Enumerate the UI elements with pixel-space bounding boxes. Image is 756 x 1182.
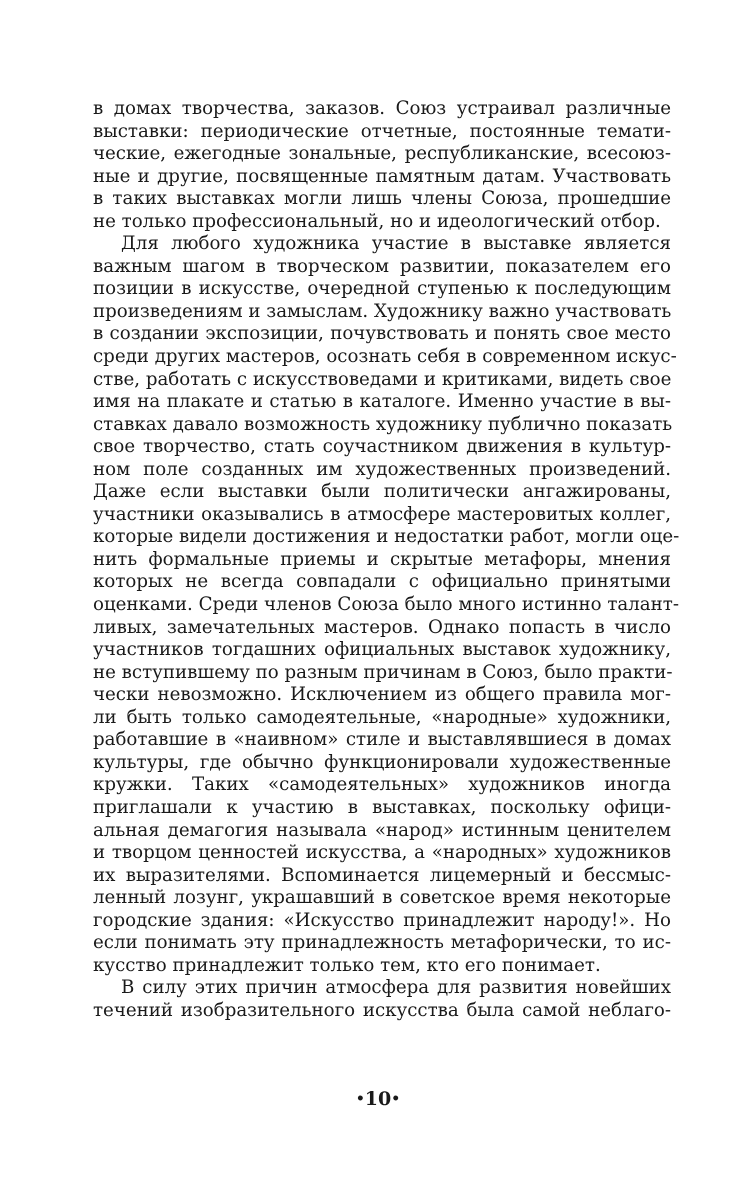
text-line: не вступившему по разным причинам в Союз, было практи-	[93, 661, 673, 683]
text-line: ленный лозунг, украшавший в советское время некоторые	[93, 887, 671, 909]
text-line: их выразителями. Вспоминается лицемерный и бессмыс-	[93, 864, 671, 886]
text-line: ливых, замечательных мастеров. Однако попасть в число	[93, 616, 671, 638]
paragraph	[93, 98, 671, 233]
text-line: нить формальные приемы и скрытые метафоры, мнения	[93, 548, 671, 570]
text-line: Даже если выставки были политически ангажированы,	[93, 481, 671, 503]
page-number-bullet-right: •	[391, 1091, 401, 1107]
text-line: важным шагом в творческом развитии, показателем его	[93, 255, 671, 277]
text-line: в создании экспозиции, почувствовать и понять свое место	[93, 323, 671, 345]
text-line: течений изобразительного искусства была самой неблаго-	[93, 999, 671, 1021]
paragraph	[93, 233, 680, 977]
text-line: кусство принадлежит только тем, кто его понимает.	[93, 954, 601, 976]
text-line: которых не всегда совпадали с официально принятыми	[93, 571, 671, 593]
text-line: альная демагогия называла «народ» истинным ценителем	[93, 819, 671, 841]
text-line: в таких выставках могли лишь члены Союза, прошедшие	[93, 188, 671, 210]
text-line: приглашали к участию в выставках, поскольку офици-	[93, 796, 671, 818]
text-line: Для любого художника участие в выставке является	[121, 233, 671, 255]
text-line: не только профессиональный, но и идеологический отбор.	[93, 210, 661, 232]
paragraph	[93, 977, 671, 1022]
text-line: ном поле созданных им художественных произведений.	[93, 458, 671, 480]
text-line: культуры, где обычно функционировали художественные	[93, 751, 671, 773]
text-line: имя на плакате и статью в каталоге. Именно участие в вы-	[93, 391, 671, 413]
text-line: оценками. Среди членов Союза было много истинно талант-	[93, 594, 679, 616]
text-line: ные и другие, посвященные памятным датам. Участвовать	[93, 165, 671, 187]
text-line: произведениям и замыслам. Художнику важно участвовать	[93, 300, 672, 322]
body-text	[93, 98, 680, 1022]
text-line: ставках давало возможность художнику публично показать	[93, 413, 673, 435]
text-line: В силу этих причин атмосфера для развития новейших	[121, 977, 671, 999]
text-line: если понимать эту принадлежность метафорически, то ис-	[93, 932, 671, 954]
page-number-value: 10	[364, 1088, 392, 1110]
text-line: которые видели достижения и недостатки работ, могли оце-	[93, 526, 680, 548]
text-line: кружки. Таких «самодеятельных» художников иногда	[93, 774, 671, 796]
text-line: позиции в искусстве, очередной ступенью к последующим	[93, 278, 671, 300]
text-line: ли быть только самодеятельные, «народные» художники,	[93, 706, 671, 728]
text-line: выставки: периодические отчетные, постоянные темати-	[93, 120, 671, 142]
text-line: стве, работать с искусствоведами и критиками, видеть свое	[93, 368, 672, 390]
page-number	[0, 1088, 756, 1110]
text-line: свое творчество, стать соучастником движения в культур-	[93, 436, 671, 458]
page-number-bullet-left: •	[355, 1091, 365, 1107]
text-line: участников тогдашних официальных выставок художнику,	[93, 639, 671, 661]
text-line: и творцом ценностей искусства, а «народных» художников	[93, 842, 671, 864]
text-line: ческие, ежегодные зональные, республиканские, всесоюз-	[93, 143, 671, 165]
text-line: работавшие в «наивном» стиле и выставлявшиеся в домах	[93, 729, 671, 751]
text-line: участники оказывались в атмосфере мастеровитых коллег,	[93, 503, 671, 525]
text-line: среди других мастеров, осознать себя в современном искус-	[93, 346, 677, 368]
text-line: чески невозможно. Исключением из общего правила мог-	[93, 684, 671, 706]
text-line: городские здания: «Искусство принадлежит народу!». Но	[93, 909, 671, 931]
text-line: в домах творчества, заказов. Союз устраивал различные	[93, 98, 671, 119]
